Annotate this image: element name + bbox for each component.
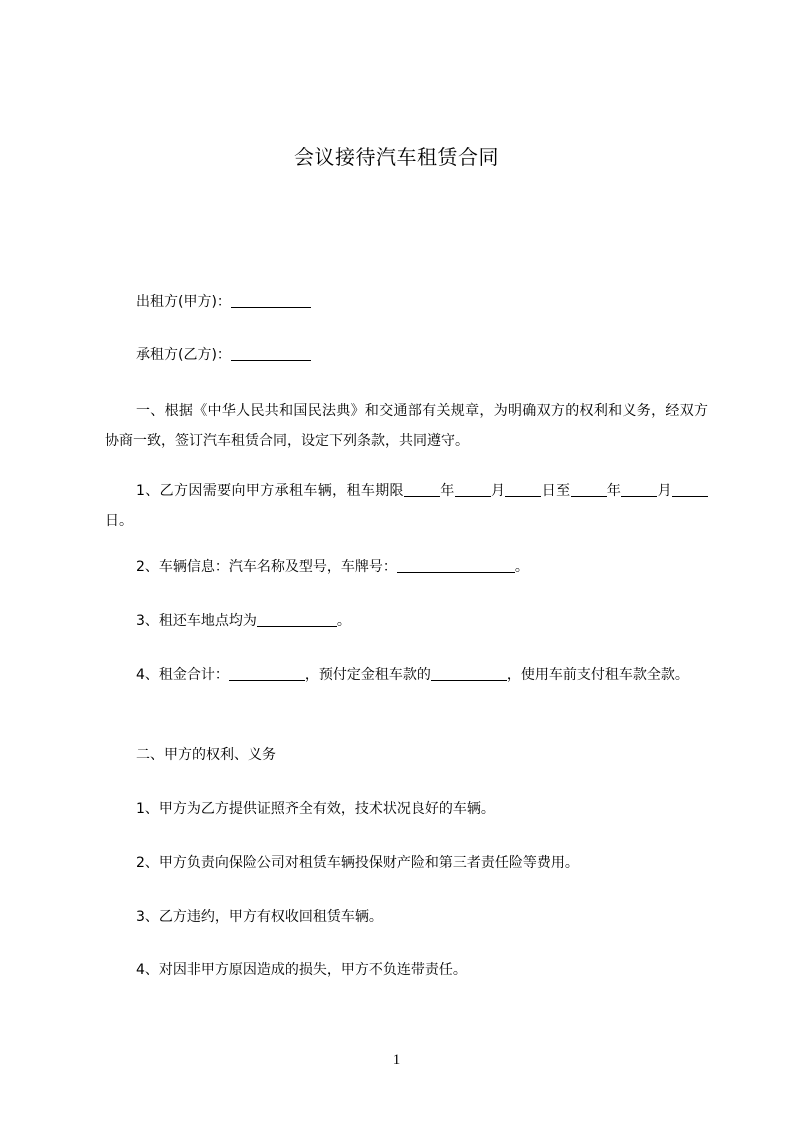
plate-number-blank[interactable]: [397, 558, 515, 573]
deposit-blank[interactable]: [431, 666, 507, 681]
item4-prefix: 4、租金合计：: [136, 667, 229, 683]
item1-year2: 年: [606, 483, 622, 499]
section2-heading: 二、甲方的权利、义务: [136, 747, 276, 763]
item1-year1: 年: [439, 483, 455, 499]
page-number: 1: [392, 1052, 401, 1068]
section2-item-4: 4、对因非甲方原因造成的损失，甲方不负连带责任。: [136, 962, 467, 978]
end-year-blank[interactable]: [571, 482, 607, 497]
start-month-blank[interactable]: [455, 482, 491, 497]
section1-item2: [105, 552, 708, 582]
contract-title: 会议接待汽车租赁合同: [294, 145, 499, 169]
item3-suffix: 。: [336, 613, 351, 629]
item1-day-to: 日至: [541, 483, 571, 499]
item4-suffix: ，使用车前支付租车款全款。: [506, 667, 689, 683]
section2-item-3: 3、乙方违约，甲方有权收回租赁车辆。: [136, 909, 383, 925]
item1-day2: 日。: [105, 513, 133, 529]
item2-prefix: 2、车辆信息：汽车名称及型号，车牌号：: [136, 559, 397, 575]
lessor-blank[interactable]: [231, 293, 311, 308]
total-rent-blank[interactable]: [229, 666, 305, 681]
section1-item4: [105, 660, 708, 690]
lessee-blank[interactable]: [231, 346, 311, 361]
section1-item3: [105, 606, 708, 636]
item1-month2: 月: [657, 483, 673, 499]
item1-prefix: 1、乙方因需要向甲方承租车辆，租车期限: [136, 483, 404, 499]
start-day-blank[interactable]: [505, 482, 541, 497]
lessee-label: 承租方(乙方)：: [136, 347, 231, 363]
item1-month1: 月: [490, 483, 506, 499]
section2-item-1: 1、甲方为乙方提供证照齐全有效，技术状况良好的车辆。: [136, 801, 495, 817]
section2-item-2: 2、甲方负责向保险公司对租赁车辆投保财产险和第三者责任险等费用。: [136, 855, 579, 871]
end-month-blank[interactable]: [621, 482, 657, 497]
section1-intro: 一、根据《中华人民共和国民法典》和交通部有关规章，为明确双方的权利和义务，经双方协商一致，签订汽车租赁合同，设定下列条款，共同遵守。: [105, 403, 708, 449]
location-blank[interactable]: [257, 612, 337, 627]
start-year-blank[interactable]: [404, 482, 440, 497]
lessor-line: [105, 287, 708, 317]
item2-suffix: 。: [514, 559, 529, 575]
section1-item1: [105, 476, 708, 536]
lessee-line: [105, 340, 708, 370]
item4-middle: ，预付定金租车款的: [304, 667, 431, 683]
end-day-blank[interactable]: [672, 482, 708, 497]
lessor-label: 出租方(甲方)：: [136, 294, 231, 310]
item3-prefix: 3、租还车地点均为: [136, 613, 257, 629]
